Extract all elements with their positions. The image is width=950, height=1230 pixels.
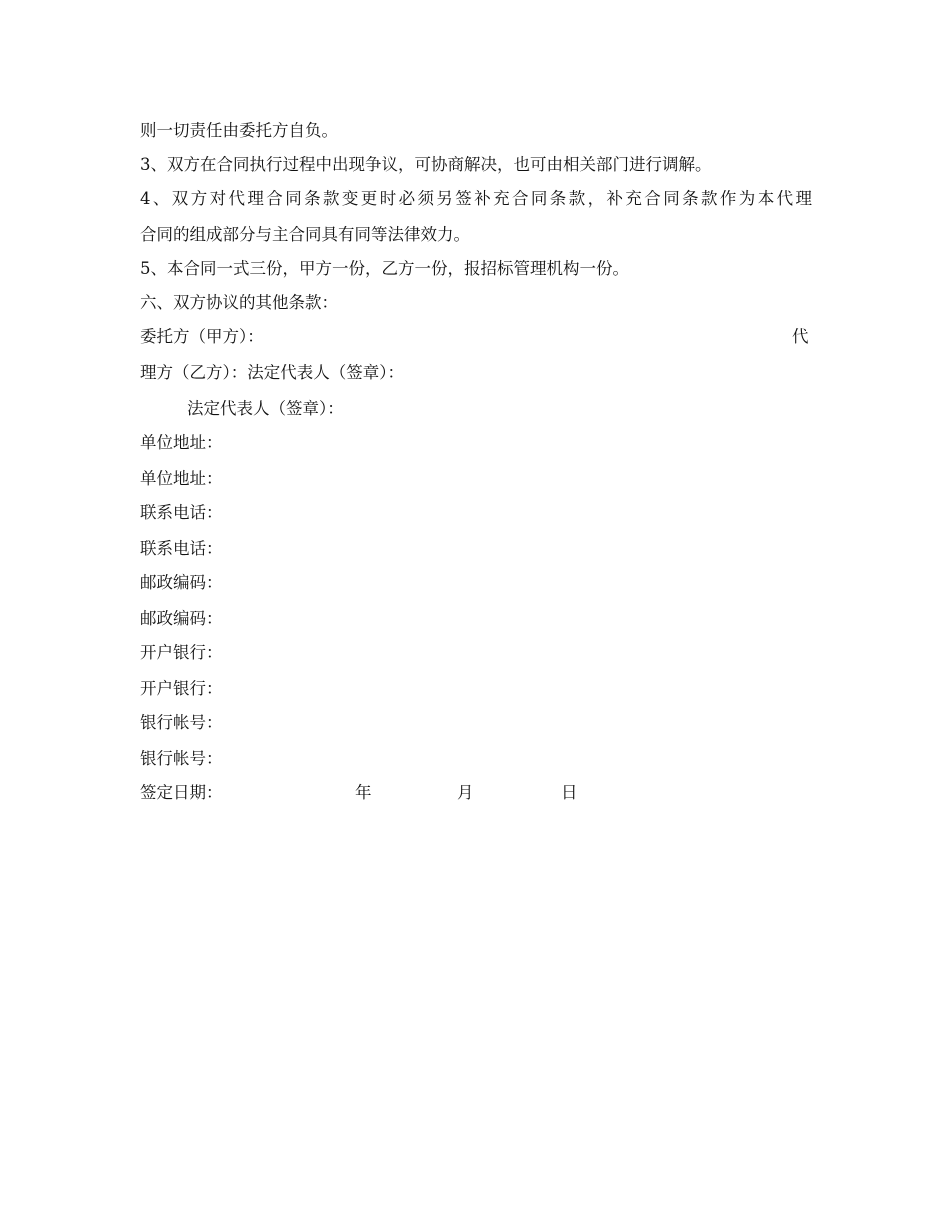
paragraph-amendment-line2: 合同的组成部分与主合同具有同等法律效力。 [140,225,470,244]
date-day-label: 日 [561,783,578,802]
agent-party-label: 理方（乙方）：法定代表人（签章）： [140,363,404,382]
paragraph-dispute: 3、双方在合同执行过程中出现争议，可协商解决，也可由相关部门进行调解。 [140,155,712,174]
bank-label-2: 开户银行： [140,679,223,698]
agent-party-label-start: 代 [792,327,809,346]
paragraph-liability: 则一切责任由委托方自负。 [140,121,338,140]
postal-code-label-2: 邮政编码： [140,609,223,628]
postal-code-label-1: 邮政编码： [140,573,223,592]
phone-label-1: 联系电话： [140,503,223,522]
legal-representative-label: 法定代表人（签章）： [187,399,344,418]
account-label-2: 银行帐号： [140,749,223,768]
paragraph-amendment-line1: 4、双方对代理合同条款变更时必须另签补充合同条款，补充合同条款作为本代理 [140,189,812,208]
signing-date-label: 签定日期： [140,783,223,802]
paragraph-copies: 5、本合同一式三份，甲方一份，乙方一份，报招标管理机构一份。 [140,259,629,278]
phone-label-2: 联系电话： [140,539,223,558]
date-month-label: 月 [457,783,474,802]
bank-label-1: 开户银行： [140,643,223,662]
account-label-1: 银行帐号： [140,713,223,732]
date-year-label: 年 [355,783,372,802]
address-label-1: 单位地址： [140,433,223,452]
paragraph-other-terms: 六、双方协议的其他条款： [140,293,338,312]
client-party-label: 委托方（甲方）： [140,327,264,346]
address-label-2: 单位地址： [140,469,223,488]
